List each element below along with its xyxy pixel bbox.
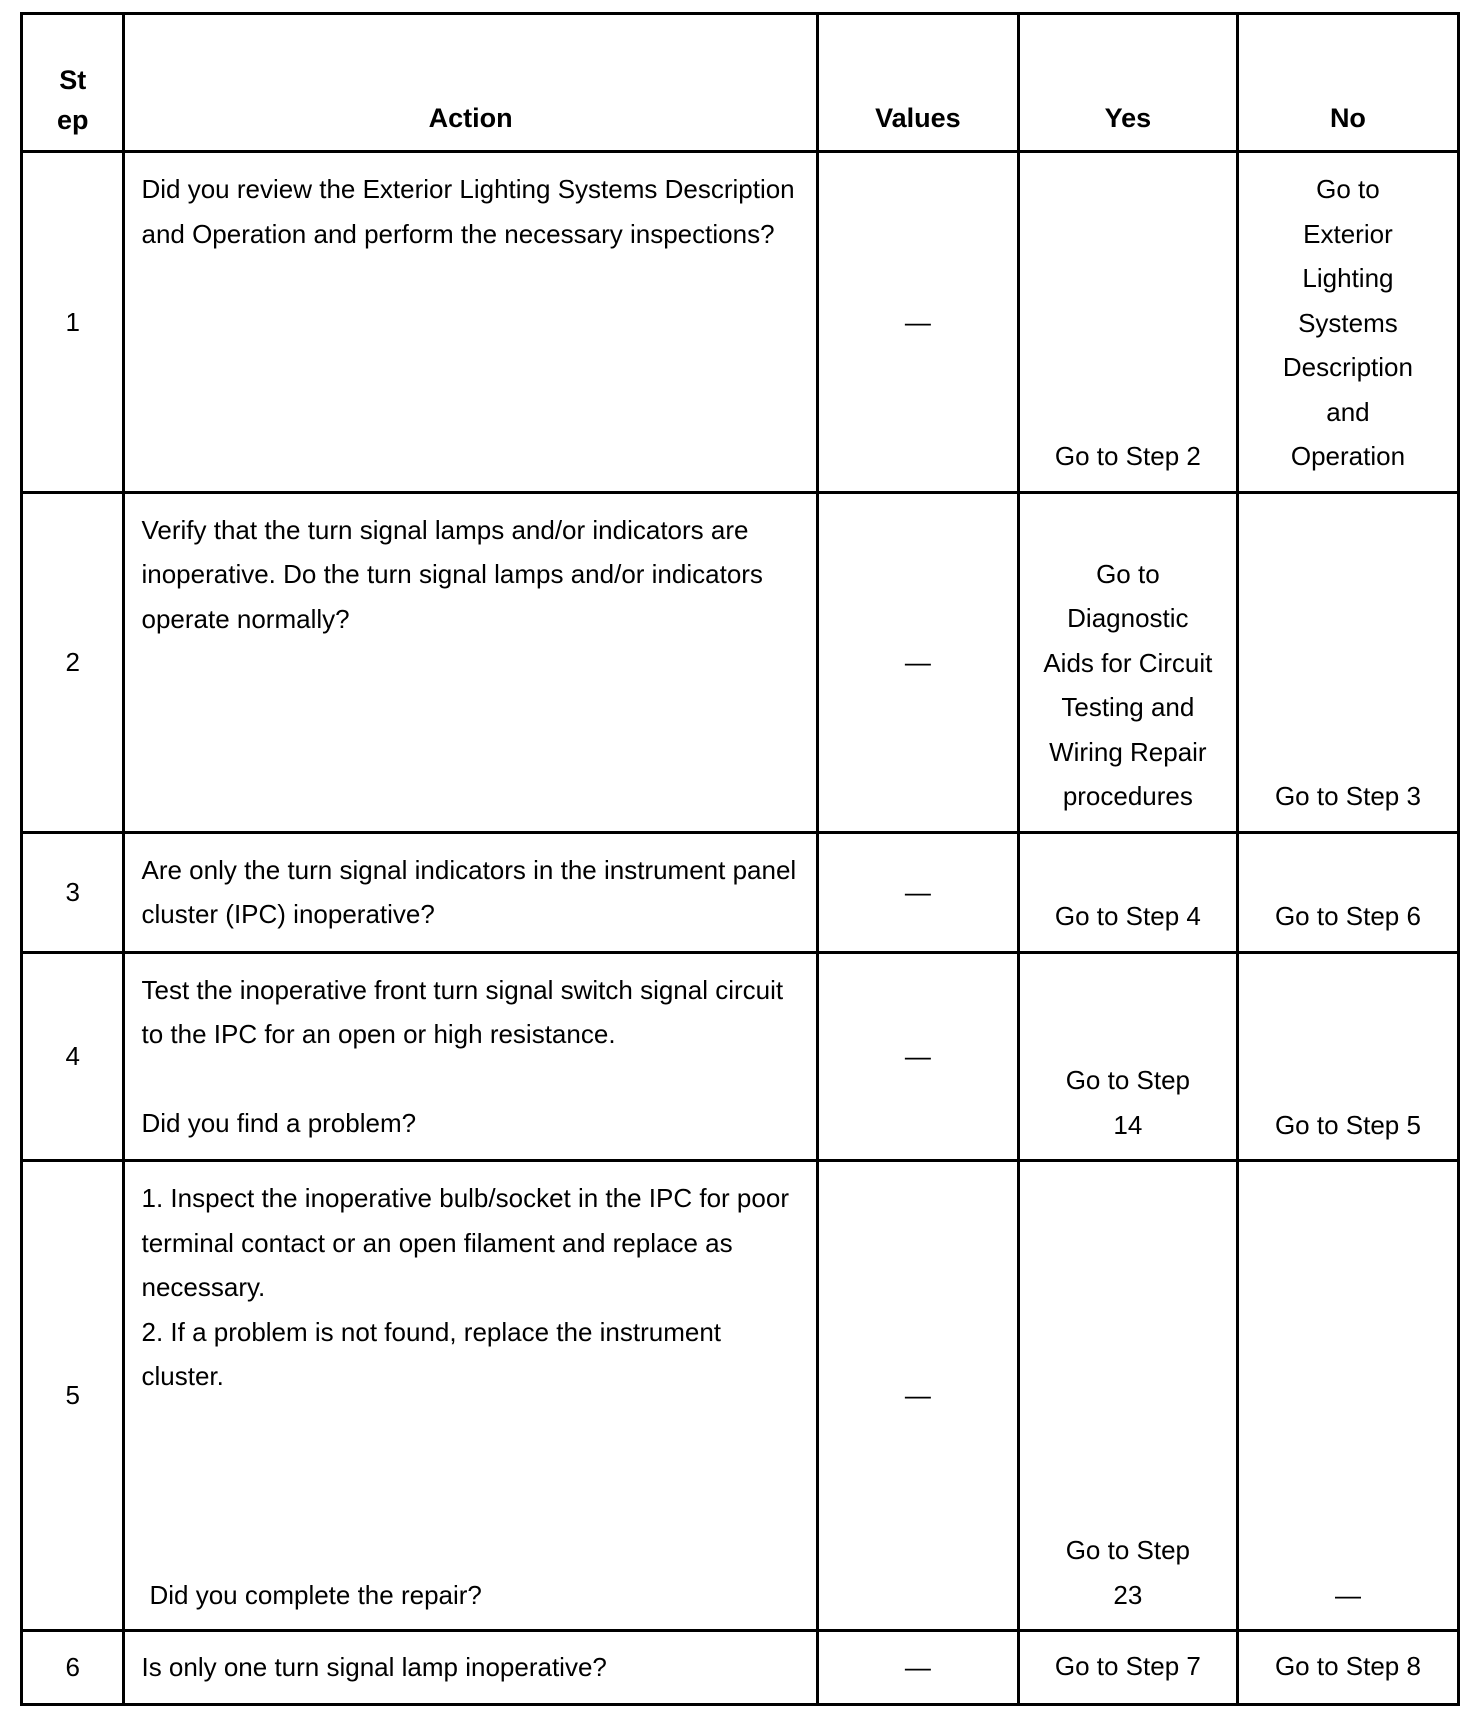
action-cell [124,952,817,1161]
header-action: Action [124,14,817,152]
no-link[interactable]: Go to Step 5 [1237,952,1458,1161]
action-item: 1. Inspect the inoperative bulb/socket in the IPC for poor terminal contact or an open filament and replace as necessary. [141,1183,789,1302]
value-cell: — [817,832,1018,952]
yes-link[interactable]: Go to Step 23 [1018,1161,1237,1631]
step-number: 6 [22,1631,124,1705]
table-row [22,832,1459,952]
value-cell: — [817,1161,1018,1631]
header-values: Values [817,14,1018,152]
step-number: 3 [22,832,124,952]
action-cell [124,1161,817,1631]
action-question: Did you complete the repair? [149,1579,482,1610]
no-link[interactable]: Go to Step 8 [1237,1631,1458,1705]
action-item: 2. If a problem is not found, replace the instrument cluster. [141,1316,722,1391]
header-row [22,14,1459,152]
action-text: Verify that the turn signal lamps and/or indicators are inoperative. Do the turn signal lamps and/or indicators operate normally? [124,492,817,832]
no-link[interactable]: Go to Exterior Lighting Systems Description and Operation [1237,152,1458,493]
header-step: St ep [22,14,124,152]
action-text: Is only one turn signal lamp inoperative? [124,1631,817,1705]
value-cell: — [817,952,1018,1161]
yes-link[interactable]: Go to Step 14 [1018,952,1237,1161]
value-cell: — [817,1631,1018,1705]
yes-link[interactable]: Go to Step 2 [1018,152,1237,493]
diagnostic-table [20,12,1460,1706]
value-cell: — [817,152,1018,493]
action-text: Did you review the Exterior Lighting Systems Description and Operation and perform the necessary inspections? [124,152,817,493]
action-text: Are only the turn signal indicators in the instrument panel cluster (IPC) inoperative? [124,832,817,952]
no-link[interactable]: Go to Step 3 [1237,492,1458,832]
action-text: Test the inoperative front turn signal switch signal circuit to the IPC for an open or high resistance. [141,974,784,1049]
spacer [141,1057,803,1101]
no-link[interactable]: Go to Step 6 [1237,832,1458,952]
action-question: Did you find a problem? [141,1107,417,1138]
yes-link[interactable]: Go to Diagnostic Aids for Circuit Testing and Wiring Repair procedures [1018,492,1237,832]
table-row [22,1631,1459,1705]
step-number: 1 [22,152,124,493]
table-row [22,152,1459,493]
step-number: 5 [22,1161,124,1631]
yes-link[interactable]: Go to Step 4 [1018,832,1237,952]
value-cell: — [817,492,1018,832]
step-number: 2 [22,492,124,832]
header-no: No [1237,14,1458,152]
yes-link[interactable]: Go to Step 7 [1018,1631,1237,1705]
header-yes: Yes [1018,14,1237,152]
no-value: — [1237,1161,1458,1631]
step-number: 4 [22,952,124,1161]
table-row [22,492,1459,832]
table-row [22,1161,1459,1631]
table-row [22,952,1459,1161]
